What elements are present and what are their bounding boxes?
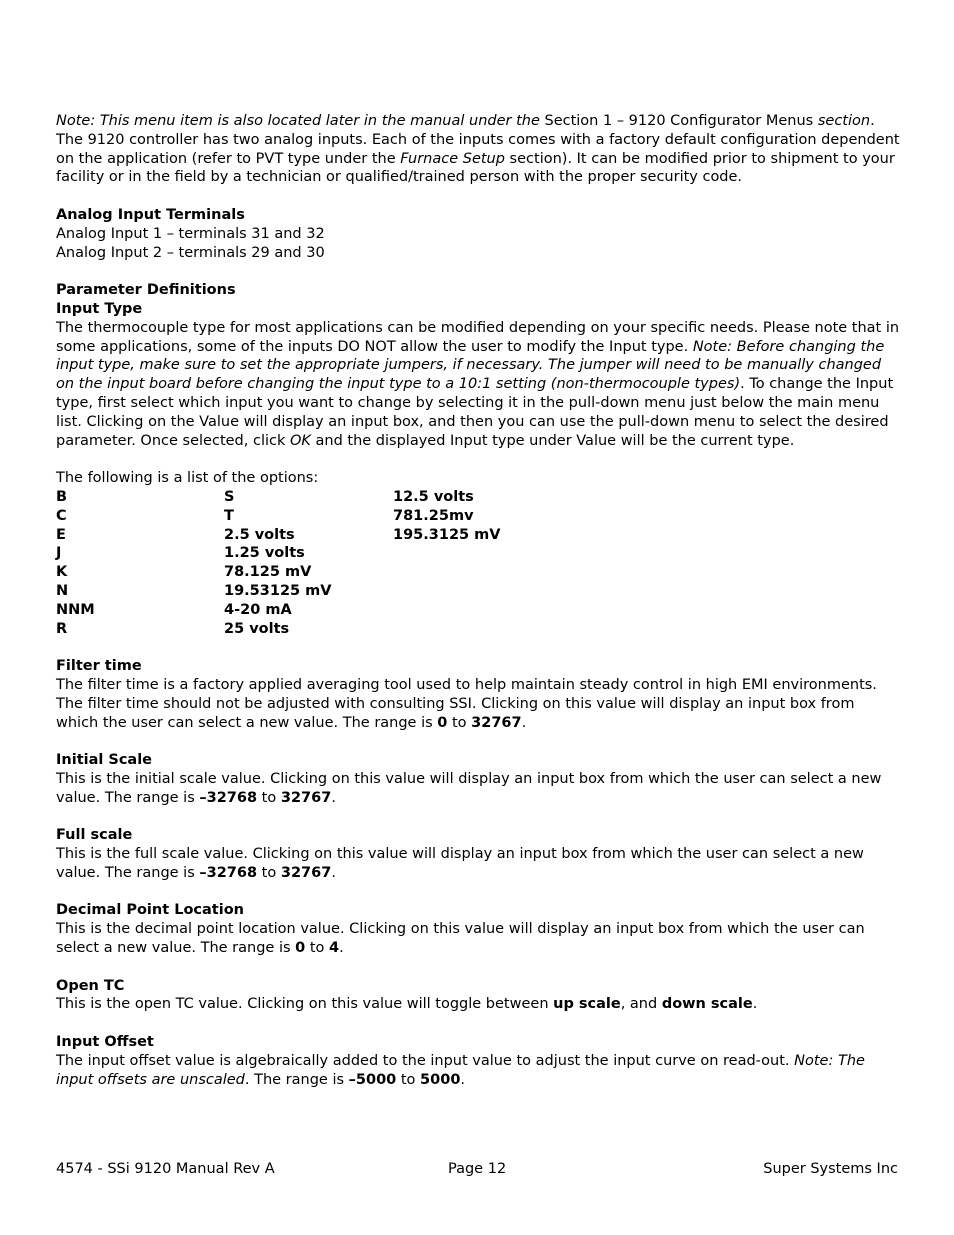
initial-scale-paragraph: This is the initial scale value. Clicking on this value will display an input box from which the user can select a new value. The range is –32768 to 32767. [56, 770, 882, 806]
option-item: S [224, 488, 235, 505]
intro-note: Note: This menu item is also located later in the manual under the Section 1 – 9120 Configurator Menus section. [56, 113, 875, 129]
option-item: K [56, 564, 68, 581]
option-item: 2.5 volts [224, 526, 295, 543]
filter-time-paragraph: The filter time is a factory applied averaging tool used to help maintain steady control in high EMI environments. The filter time should not be adjusted with consulting SSI. Clicking on this value will display an input box from which the user can select a new value. The range is 0 to 32767. [56, 676, 877, 731]
terminals-heading: Analog Input Terminals [56, 206, 245, 223]
intro-paragraph: The 9120 controller has two analog inputs. Each of the inputs comes with a factory default configuration dependent on the application (refer to PVT type under the Furnace Setup section). It can be modified prior to shipment to your facility or in the field by a technician or qualified/trained person with the proper security code. [56, 131, 900, 186]
option-item: E [56, 526, 66, 543]
option-item: 195.3125 mV [393, 526, 501, 543]
initial-scale-heading: Initial Scale [56, 752, 153, 769]
option-item: C [56, 507, 67, 524]
option-item: NNM [56, 601, 95, 618]
input-offset-heading: Input Offset [56, 1034, 154, 1051]
option-item: 1.25 volts [224, 545, 305, 562]
option-item: 12.5 volts [393, 488, 474, 505]
option-item: R [56, 620, 68, 637]
terminals-line-1: Analog Input 1 – terminals 31 and 32 [56, 225, 325, 242]
decimal-point-heading: Decimal Point Location [56, 902, 244, 919]
document-body [56, 112, 901, 1089]
footer-company: Super Systems Inc [763, 1161, 898, 1177]
option-item: 25 volts [224, 620, 290, 637]
open-tc-paragraph: This is the open TC value. Clicking on this value will toggle between up scale, and down scale. [56, 996, 758, 1013]
terminals-line-2: Analog Input 2 – terminals 29 and 30 [56, 244, 325, 261]
option-item: 19.53125 mV [224, 582, 332, 599]
full-scale-paragraph: This is the full scale value. Clicking on this value will display an input box from which the user can select a new value. The range is –32768 to 32767. [56, 846, 864, 881]
option-item: 781.25mv [393, 507, 474, 524]
options-list [56, 488, 901, 638]
option-item: 4-20 mA [224, 601, 292, 618]
footer-page-number: Page 12 [448, 1161, 507, 1177]
option-item: B [56, 488, 68, 505]
input-type-paragraph: The thermocouple type for most applications can be modified depending on your specific needs. Please note that in some applications, some of the inputs DO NOT allow the user to modify the Input type. Note: Before changing the input type, make sure to set the appropriate jumpers, if necessary. The jumper will need to be manually changed on the input board before changing the input type to a 10:1 setting (non-thermocouple types). To change the Input type, first select which input you want to change by selecting it in the pull-down menu just below the main menu list. Clicking on the Value will display an input box, and then you can use the pull-down menu to select the desired parameter. Once selected, click OK and the displayed Input type under Value will be the current type. [56, 319, 900, 449]
footer-document-title: 4574 - SSi 9120 Manual Rev A [56, 1161, 275, 1177]
option-item: 78.125 mV [224, 564, 312, 581]
filter-time-heading: Filter time [56, 658, 142, 675]
option-item: J [56, 545, 62, 562]
decimal-point-paragraph: This is the decimal point location value. Clicking on this value will display an input box from which the user can select a new value. The range is 0 to 4. [56, 921, 865, 957]
option-item: T [224, 507, 234, 524]
open-tc-heading: Open TC [56, 977, 125, 994]
input-offset-paragraph: The input offset value is algebraically added to the input value to adjust the input curve on read-out. Note: The input offsets are unscaled. The range is –5000 to 5000. [56, 1052, 865, 1088]
full-scale-heading: Full scale [56, 827, 133, 844]
options-intro: The following is a list of the options: [56, 470, 319, 487]
option-item: N [56, 582, 69, 599]
page-footer [56, 1160, 898, 1180]
parameter-definitions-heading: Parameter Definitions [56, 282, 236, 299]
input-type-heading: Input Type [56, 300, 143, 317]
